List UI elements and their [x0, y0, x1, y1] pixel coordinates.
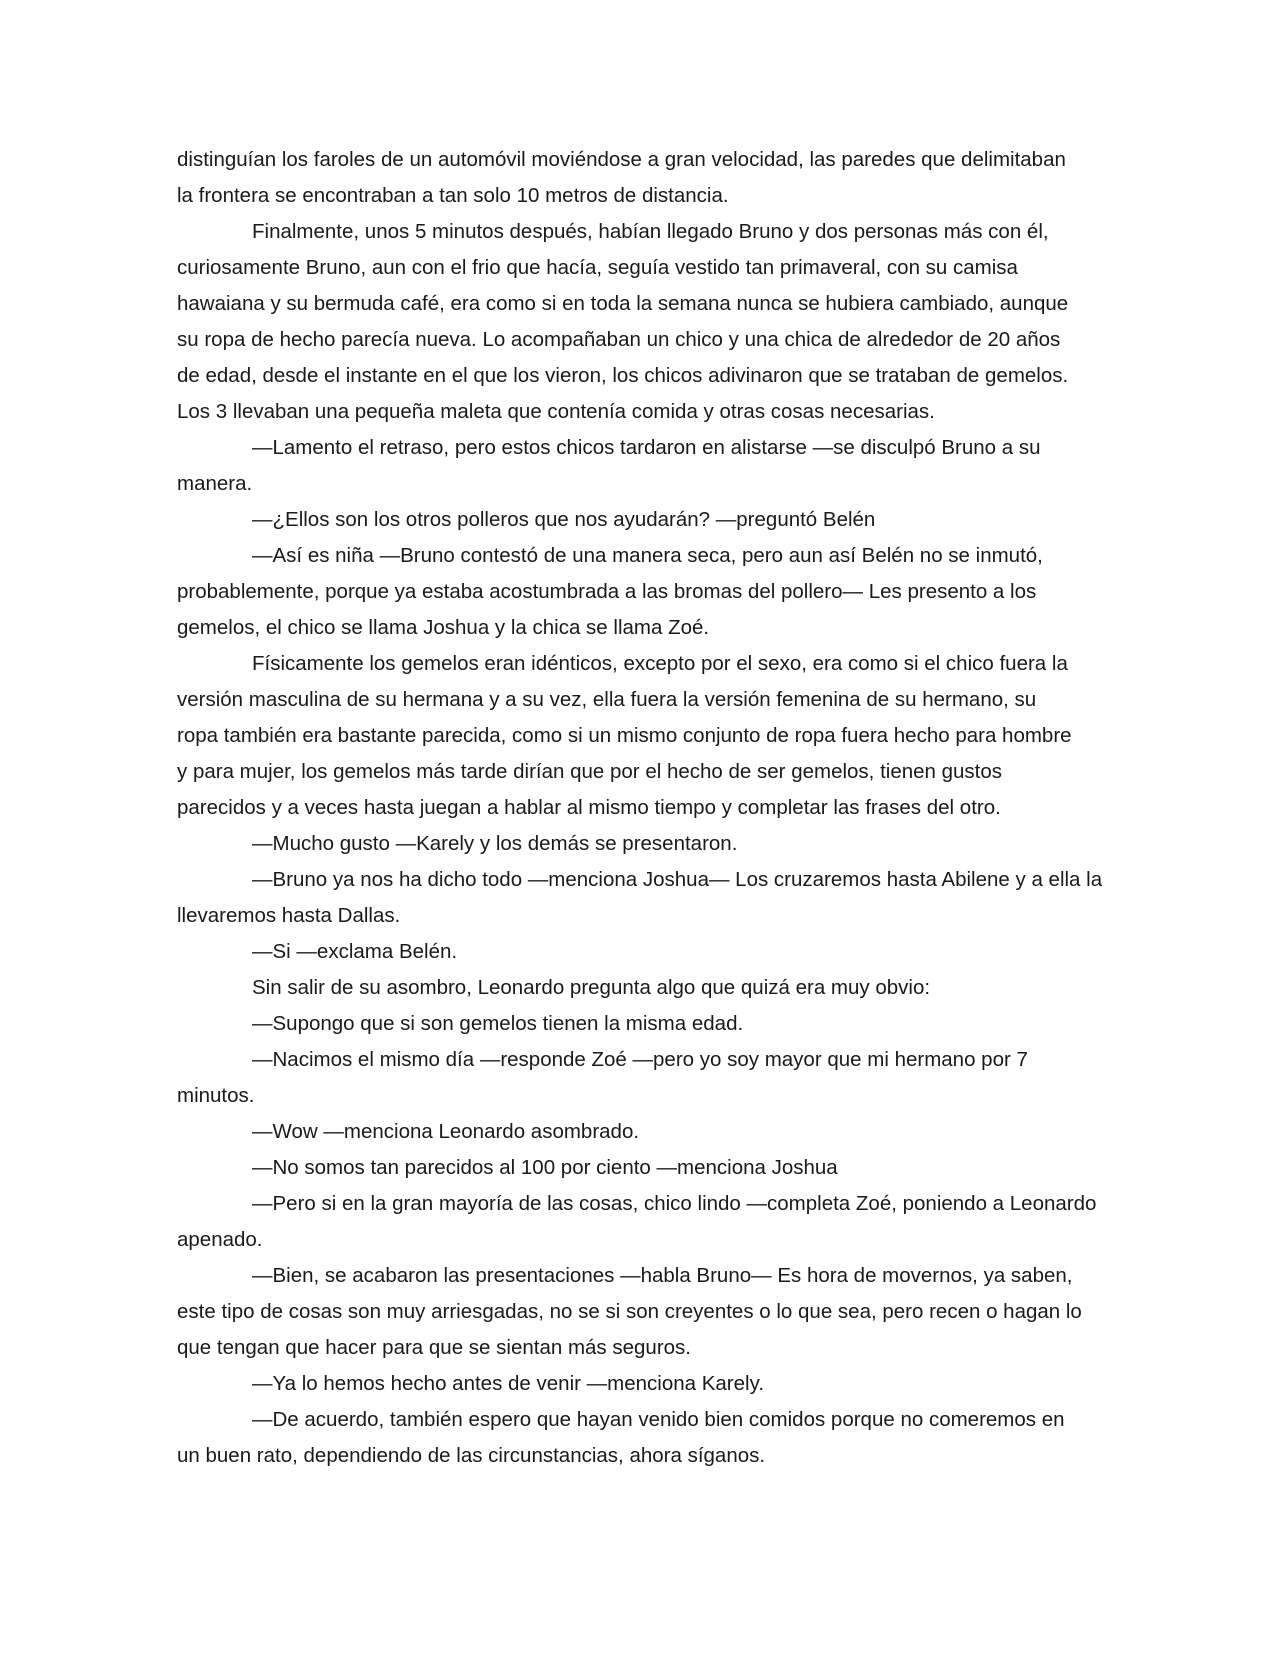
- text-line: —Bruno ya nos ha dicho todo —menciona Joshua— Los cruzaremos hasta Abilene y a ella la: [252, 868, 1103, 891]
- text-line: curiosamente Bruno, aun con el frio que hacía, seguía vestido tan primaveral, con su camisa: [177, 256, 1018, 279]
- text-line: —¿Ellos son los otros polleros que nos ayudarán? —preguntó Belén: [252, 508, 876, 531]
- text-line: —Bien, se acabaron las presentaciones —habla Bruno— Es hora de movernos, ya saben,: [252, 1264, 1073, 1287]
- text-line: que tengan que hacer para que se sientan más seguros.: [177, 1336, 691, 1359]
- body-text: [177, 142, 1107, 1474]
- text-line: minutos.: [177, 1084, 255, 1107]
- text-line: ropa también era bastante parecida, como si un mismo conjunto de ropa fuera hecho para hombre: [177, 724, 1072, 747]
- text-line: este tipo de cosas son muy arriesgadas, no se si son creyentes o lo que sea, pero recen o hagan lo: [177, 1300, 1082, 1323]
- text-line: apenado.: [177, 1228, 263, 1251]
- text-line: su ropa de hecho parecía nueva. Lo acompañaban un chico y una chica de alrededor de 20 años: [177, 328, 1061, 351]
- text-line: versión masculina de su hermana y a su vez, ella fuera la versión femenina de su hermano, su: [177, 688, 1037, 711]
- text-line: —Lamento el retraso, pero estos chicos tardaron en alistarse —se disculpó Bruno a su: [252, 436, 1041, 459]
- text-line: —Así es niña —Bruno contestó de una manera seca, pero aun así Belén no se inmutó,: [252, 544, 1043, 567]
- text-line: —Nacimos el mismo día —responde Zoé —pero yo soy mayor que mi hermano por 7: [252, 1048, 1028, 1071]
- text-line: hawaiana y su bermuda café, era como si en toda la semana nunca se hubiera cambiado, aunque: [177, 292, 1069, 315]
- text-line: parecidos y a veces hasta juegan a hablar al mismo tiempo y completar las frases del otro.: [177, 796, 1001, 819]
- text-line: un buen rato, dependiendo de las circunstancias, ahora síganos.: [177, 1444, 766, 1467]
- text-line: probablemente, porque ya estaba acostumbrada a las bromas del pollero— Les presento a los: [177, 580, 1037, 603]
- text-line: de edad, desde el instante en el que los vieron, los chicos adivinaron que se trataban de gemelos.: [177, 364, 1069, 387]
- text-line: —No somos tan parecidos al 100 por ciento —menciona Joshua: [252, 1156, 838, 1179]
- text-line: Los 3 llevaban una pequeña maleta que contenía comida y otras cosas necesarias.: [177, 400, 935, 423]
- text-line: Finalmente, unos 5 minutos después, habían llegado Bruno y dos personas más con él,: [252, 220, 1049, 243]
- text-line: distinguían los faroles de un automóvil moviéndose a gran velocidad, las paredes que delimitaban: [177, 148, 1066, 171]
- text-line: Sin salir de su asombro, Leonardo pregunta algo que quizá era muy obvio:: [252, 976, 931, 999]
- text-line: —Pero si en la gran mayoría de las cosas, chico lindo —completa Zoé, poniendo a Leonardo: [252, 1192, 1097, 1215]
- text-line: —Mucho gusto —Karely y los demás se presentaron.: [252, 832, 738, 855]
- text-line: —De acuerdo, también espero que hayan venido bien comidos porque no comeremos en: [252, 1408, 1065, 1431]
- text-line: la frontera se encontraban a tan solo 10 metros de distancia.: [177, 184, 729, 207]
- text-line: gemelos, el chico se llama Joshua y la chica se llama Zoé.: [177, 616, 710, 639]
- text-line: y para mujer, los gemelos más tarde dirían que por el hecho de ser gemelos, tienen gustos: [177, 760, 1003, 783]
- text-line: —Ya lo hemos hecho antes de venir —menciona Karely.: [252, 1372, 765, 1395]
- text-line: —Supongo que si son gemelos tienen la misma edad.: [252, 1012, 744, 1035]
- text-line: —Wow —menciona Leonardo asombrado.: [252, 1120, 640, 1143]
- text-line: —Si —exclama Belén.: [252, 940, 458, 963]
- text-line: manera.: [177, 472, 253, 495]
- text-line: llevaremos hasta Dallas.: [177, 904, 401, 927]
- text-line: Físicamente los gemelos eran idénticos, excepto por el sexo, era como si el chico fuera la: [252, 652, 1068, 675]
